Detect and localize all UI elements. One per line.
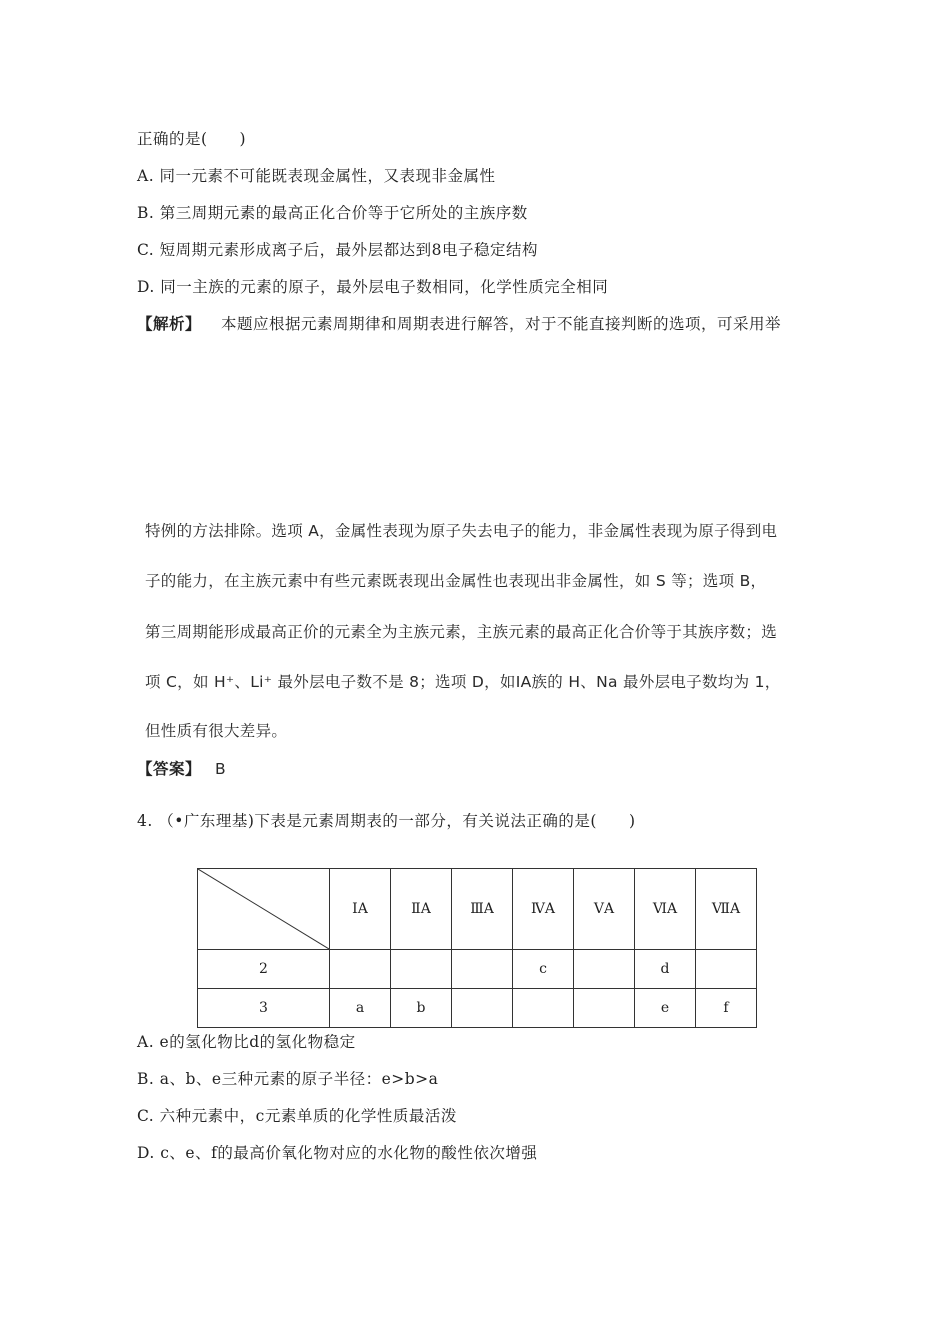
table-cell: d (635, 950, 696, 989)
analysis-line-5: 但性质有很大差异。 (145, 722, 288, 740)
q3-option-d: D. 同一主族的元素的原子，最外层电子数相同，化学性质完全相同 (137, 278, 609, 296)
group-header: ⅠA (330, 869, 391, 950)
periodic-table-fragment (197, 868, 757, 1028)
analysis-line-3: 第三周期能形成最高正价的元素全为主族元素，主族元素的最高正化合价等于其族序数；选 (145, 623, 778, 641)
q4-option-b: B. a、b、e三种元素的原子半径：e>b>a (137, 1070, 439, 1088)
analysis-line-1: 特例的方法排除。选项 A，金属性表现为原子失去电子的能力，非金属性表现为原子得到电 (145, 522, 778, 540)
q3-option-a: A. 同一元素不可能既表现金属性，又表现非金属性 (137, 167, 496, 185)
table-cell (513, 989, 574, 1028)
period-label: 2 (198, 950, 330, 989)
table-cell: c (513, 950, 574, 989)
analysis-line-4: 项 C，如 H⁺、Li⁺ 最外层电子数不是 8；选项 D，如ⅠA族的 H、Na 最外层电子数均为 1， (145, 673, 781, 691)
table-cell (452, 989, 513, 1028)
analysis-line-2: 子的能力，在主族元素中有些元素既表现出金属性也表现出非金属性，如 S 等；选项 B， (145, 572, 767, 590)
answer-value: B (215, 760, 226, 778)
table-row (198, 950, 757, 989)
table-corner-cell (198, 869, 330, 950)
answer-label: 【答案】 (137, 760, 202, 778)
group-header: ⅡA (391, 869, 452, 950)
q4-option-a: A. e的氢化物比d的氢化物稳定 (137, 1033, 356, 1051)
q3-option-c: C. 短周期元素形成离子后，最外层都达到8电子稳定结构 (137, 241, 539, 259)
period-label: 3 (198, 989, 330, 1028)
diagonal-line (198, 869, 329, 949)
table-cell: e (635, 989, 696, 1028)
table-cell (696, 950, 757, 989)
table-cell: a (330, 989, 391, 1028)
group-header: ⅦA (696, 869, 757, 950)
table-cell (452, 950, 513, 989)
q4-option-c: C. 六种元素中，c元素单质的化学性质最活泼 (137, 1107, 457, 1125)
group-header: ⅤA (574, 869, 635, 950)
table-cell (574, 950, 635, 989)
table-cell (330, 950, 391, 989)
question3-stem: 正确的是( ) (137, 130, 247, 148)
group-header: ⅣA (513, 869, 574, 950)
q4-option-d: D. c、e、f的最高价氧化物对应的水化物的酸性依次增强 (137, 1144, 538, 1162)
q3-analysis-first (137, 312, 781, 334)
analysis-label: 【解析】 (137, 315, 202, 333)
table-row (198, 989, 757, 1028)
table-cell (574, 989, 635, 1028)
q3-option-b: B. 第三周期元素的最高正化合价等于它所处的主族序数 (137, 204, 528, 222)
q3-answer (137, 757, 226, 779)
table-cell: f (696, 989, 757, 1028)
question4-stem: 4. （•广东理基)下表是元素周期表的一部分，有关说法正确的是( ) (137, 812, 636, 830)
table-cell: b (391, 989, 452, 1028)
group-header: ⅥA (635, 869, 696, 950)
table-cell (391, 950, 452, 989)
group-header: ⅢA (452, 869, 513, 950)
analysis-text: 本题应根据元素周期律和周期表进行解答，对于不能直接判断的选项，可采用举 (221, 315, 782, 333)
